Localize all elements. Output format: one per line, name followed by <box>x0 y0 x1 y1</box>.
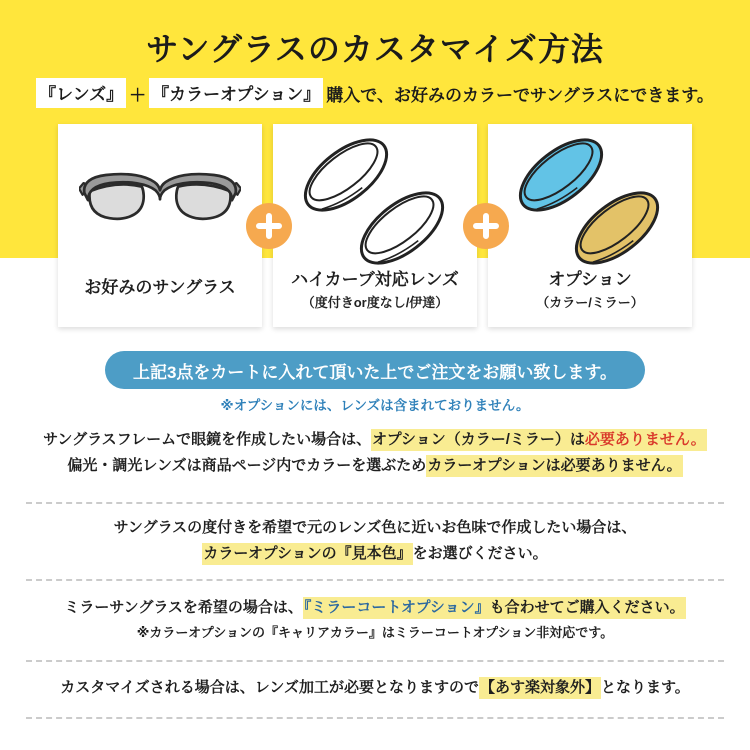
text-run: オプション（カラー/ミラー）は <box>372 431 585 448</box>
step-cards-row <box>58 124 692 327</box>
text-line <box>0 675 750 701</box>
section-mirror-note <box>0 595 750 645</box>
highlighted-text <box>303 597 686 619</box>
text-run: 偏光・調光レンズは商品ページ内でカラーを選ぶため <box>67 457 427 474</box>
step-card-label: お好みのサングラス <box>84 278 236 297</box>
option-note: ※オプションには、レンズは含まれておりません。 <box>220 398 530 413</box>
text-run: カスタマイズされる場合は、レンズ加工が必要となりますので <box>60 679 479 696</box>
step-card-lenses <box>273 124 477 327</box>
step-card-sublabel: （度付きor度なし/伊達） <box>301 295 449 310</box>
highlighted-text <box>371 429 707 451</box>
text-run: をお選びください。 <box>412 545 548 562</box>
plus-icon <box>246 203 292 249</box>
mirror-option-link-text: 『ミラーコートオプション』 <box>303 599 490 616</box>
subtitle-highlight-color-option: 『カラーオプション』 <box>149 78 323 108</box>
plus-icon <box>463 203 509 249</box>
text-line <box>0 541 750 567</box>
dashed-separator <box>26 660 724 662</box>
subtitle-plus: ＋ <box>129 85 147 105</box>
highlighted-text: カラーオプションの『見本色』 <box>202 543 412 565</box>
text-run: となります。 <box>600 679 690 696</box>
carrier-color-note: ※カラーオプションの『キャリアカラー』はミラーコートオプション非対応です。 <box>136 625 614 640</box>
order-banner: 上記3点をカートに入れて頂いた上でご注文をお願い致します。 <box>105 351 645 389</box>
subtitle-text: 購入で、お好みのカラーでサングラスにできます。 <box>326 85 714 105</box>
warning-text: 必要ありません。 <box>584 431 706 448</box>
subtitle-highlight-lens: 『レンズ』 <box>36 78 126 108</box>
step-card-label: オプション <box>548 270 632 289</box>
text-line <box>0 427 750 453</box>
section-frame-note <box>0 427 750 479</box>
dashed-separator <box>26 502 724 504</box>
text-line: サングラスの度付きを希望で元のレンズ色に近いお色味で作成したい場合は、 <box>113 519 637 536</box>
color-lenses-illustration <box>515 124 665 270</box>
dashed-separator <box>26 579 724 581</box>
color-lenses-icon <box>515 135 665 270</box>
text-run: ミラーサングラスを希望の場合は、 <box>64 599 303 616</box>
clear-lenses-icon <box>300 135 450 270</box>
subtitle <box>0 78 750 108</box>
page-title: サングラスのカスタマイズ方法 <box>146 31 604 67</box>
dashed-separator <box>26 717 724 719</box>
step-card-sublabel: （カラー/ミラー） <box>536 295 644 310</box>
section-sample-color-note <box>0 515 750 567</box>
text-line <box>0 595 750 621</box>
clear-lenses-illustration <box>300 124 450 270</box>
text-run: サングラスフレームで眼鏡を作成したい場合は、 <box>43 431 372 448</box>
step-card-option <box>488 124 692 327</box>
step-card-sunglasses <box>58 124 262 327</box>
step-card-label: ハイカーブ対応レンズ <box>291 270 459 289</box>
highlighted-text: 【あす楽対象外】 <box>479 677 601 699</box>
text-line <box>0 453 750 479</box>
section-asuraku-note <box>0 675 750 701</box>
text-run: も合わせてご購入ください。 <box>489 599 685 616</box>
sunglasses-illustration <box>79 124 241 270</box>
highlighted-text: カラーオプションは必要ありません。 <box>426 455 682 477</box>
sunglasses-icon <box>79 164 241 240</box>
